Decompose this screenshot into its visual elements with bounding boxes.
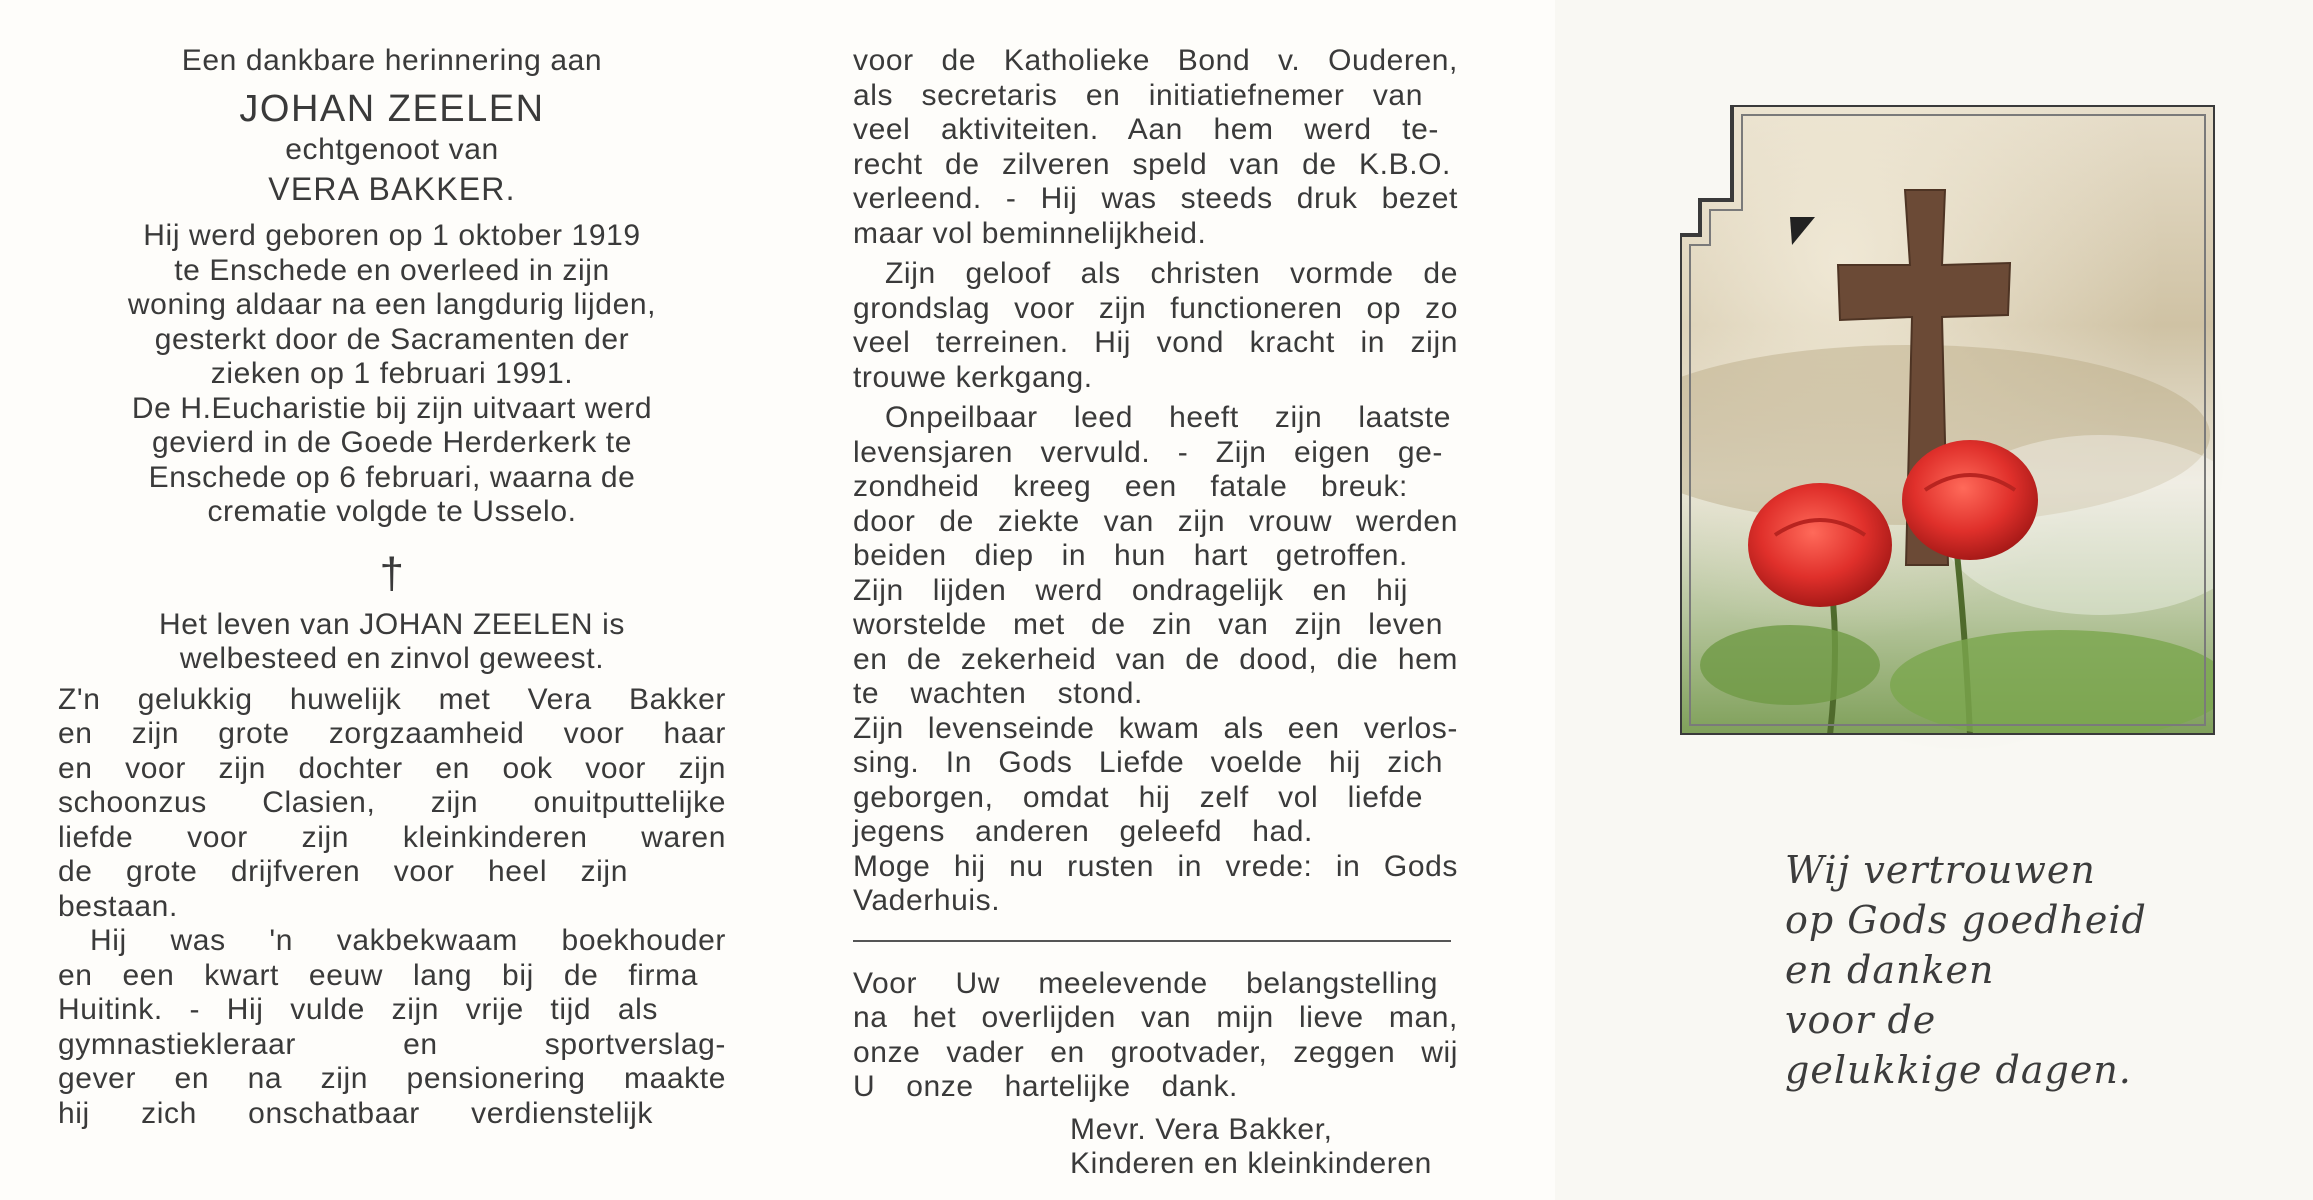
verse-line: en danken <box>1785 948 1995 992</box>
funeral-paragraph <box>88 392 696 530</box>
text-line: zondheid kreeg een fatale breuk: <box>853 470 1408 503</box>
text-line: welbesteed en zinvol geweest. <box>179 642 605 675</box>
text-line: Moge hij nu rusten in vrede: in Gods <box>853 849 1458 883</box>
verse-line: voor de <box>1785 998 1937 1042</box>
faith-paragraph <box>853 257 1458 395</box>
text-line: de grote drijfveren voor heel zijn <box>58 855 628 888</box>
text-line: veel terreinen. Hij vond kracht in zijn <box>853 326 1458 359</box>
text-line: beiden diep in hun hart getroffen. <box>853 539 1408 572</box>
text-line: en een kwart eeuw lang bij de firma <box>58 958 698 992</box>
intro-text: Een dankbare herinnering aan <box>181 44 603 77</box>
left-panel <box>0 0 775 1200</box>
text-line: en de zekerheid van de dood, die hem <box>853 642 1458 676</box>
text-line: als secretaris en initiatiefnemer van <box>853 78 1423 112</box>
text-line: recht de zilveren speld van de K.B.O. <box>853 147 1451 181</box>
cross-icon: † <box>379 548 405 598</box>
text-line: schoonzus Clasien, zijn onuitputtelijke <box>58 786 726 819</box>
verse-line: Wij vertrouwen <box>1785 848 2096 892</box>
marriage-paragraph <box>58 683 726 925</box>
text-line: Mevr. Vera Bakker, <box>1070 1112 1333 1146</box>
text-line: na het overlijden van mijn lieve man, <box>853 1001 1458 1034</box>
text-line: te wachten stond. <box>853 677 1143 710</box>
text-line: Voor Uw meelevende belangstelling <box>853 966 1438 1000</box>
text-line: De H.Eucharistie bij zijn uitvaart werd <box>131 391 653 425</box>
text-line: levensjaren vervuld. - Zijn eigen ge- <box>853 435 1443 469</box>
birth-paragraph <box>88 219 696 392</box>
deceased-name: JOHAN ZEELEN <box>239 87 545 130</box>
text-line: gesterkt door de Sacramenten der <box>154 322 630 356</box>
text-line: en zijn grote zorgzaamheid voor haar <box>58 717 726 750</box>
signature <box>1070 1113 1458 1182</box>
text-line: crematie volgde te Usselo. <box>207 495 577 528</box>
text-line: Hij werd geboren op 1 oktober 1919 <box>143 219 641 252</box>
text-line: veel aktiviteiten. Aan hem werd te- <box>853 113 1439 146</box>
text-line: zieken op 1 februari 1991. <box>210 357 574 390</box>
spouse-label: echtgenoot van <box>285 132 499 166</box>
cross-and-roses-picture <box>1680 105 2215 735</box>
text-line: Zijn lijden werd ondragelijk en hij <box>853 573 1408 607</box>
text-line: gevierd in de Goede Herderkerk te <box>151 426 633 459</box>
divider-line <box>853 940 1451 942</box>
text-line: liefde voor zijn kleinkinderen waren <box>58 820 726 854</box>
text-line: onze vader en grootvader, zeggen wij <box>853 1035 1458 1069</box>
text-line: Zijn levenseinde kwam als een verlos- <box>853 711 1458 745</box>
middle-column <box>853 44 1458 1182</box>
spouse-name: VERA BAKKER. <box>268 171 516 207</box>
text-line: Het leven van JOHAN ZEELEN is <box>159 607 625 641</box>
verse-text <box>1785 845 2147 1095</box>
text-line: en voor zijn dochter en ook voor zijn <box>58 751 726 785</box>
text-line: geborgen, omdat hij zelf vol liefde <box>853 780 1423 814</box>
text-line: voor de Katholieke Bond v. Ouderen, <box>853 44 1458 77</box>
text-line: woning aldaar na een langdurig lijden, <box>127 288 657 321</box>
text-line: bestaan. <box>58 889 178 923</box>
text-line: Enschede op 6 februari, waarna de <box>148 460 636 494</box>
thanks-paragraph <box>853 967 1458 1105</box>
text-line: maar vol beminnelijkheid. <box>853 216 1207 250</box>
text-line: Vaderhuis. <box>853 884 1001 917</box>
text-line: Hij was 'n vakbekwaam boekhouder <box>90 924 726 957</box>
text-line: grondslag voor zijn functioneren op zo <box>853 291 1458 325</box>
kbo-paragraph <box>853 44 1458 251</box>
text-line: Z'n gelukkig huwelijk met Vera Bakker <box>58 682 726 716</box>
text-line: jegens anderen geleefd had. <box>853 815 1313 848</box>
text-line: door de ziekte van zijn vrouw werden <box>853 504 1458 538</box>
text-line: sing. In Gods Liefde voelde hij zich <box>853 746 1443 779</box>
text-line: worstelde met de zin van zijn leven <box>853 608 1443 641</box>
career-paragraph <box>58 924 726 1131</box>
text-line: Kinderen en kleinkinderen <box>1070 1147 1432 1180</box>
text-line: U onze hartelijke dank. <box>853 1070 1238 1103</box>
text-line: trouwe kerkgang. <box>853 360 1093 394</box>
text-line: Onpeilbaar leed heeft zijn laatste <box>885 401 1451 434</box>
verse-line: gelukkige dagen. <box>1785 1048 2132 1092</box>
text-line: Zijn geloof als christen vormde de <box>885 257 1458 290</box>
text-line: Huitink. - Hij vulde zijn vrije tijd als <box>58 993 658 1026</box>
verse-line: op Gods goedheid <box>1785 898 2147 942</box>
text-line: hij zich onschatbaar verdienstelijk <box>58 1096 653 1130</box>
life-paragraph <box>88 608 696 677</box>
left-column <box>58 44 726 1131</box>
text-line: verleend. - Hij was steeds druk bezet <box>853 182 1458 215</box>
text-line: te Enschede en overleed in zijn <box>174 253 610 287</box>
text-line: gymnastiekleraar en sportverslag- <box>58 1027 726 1061</box>
suffering-paragraph <box>853 401 1458 919</box>
text-line: gever en na zijn pensionering maakte <box>58 1062 726 1095</box>
